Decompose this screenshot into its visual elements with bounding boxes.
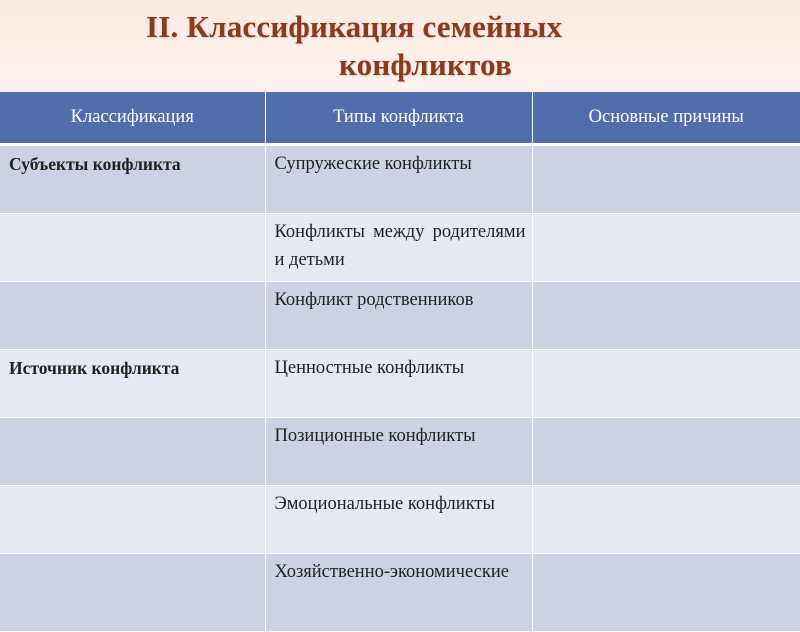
table-row — [0, 554, 800, 632]
cell-conflict-type: Конфликт родственников — [265, 282, 532, 350]
cell-causes — [532, 214, 800, 282]
cell-causes — [532, 282, 800, 350]
header-classification: Классификация — [0, 92, 265, 145]
cell-classification — [0, 282, 265, 350]
table-row — [0, 214, 800, 282]
cell-conflict-type: Супружеские конфликты — [265, 145, 532, 214]
table-row — [0, 418, 800, 486]
cell-conflict-type: Позиционные конфликты — [265, 418, 532, 486]
header-conflict-types: Типы конфликта — [265, 92, 532, 145]
cell-causes — [532, 145, 800, 214]
cell-causes — [532, 554, 800, 632]
table-row — [0, 486, 800, 554]
cell-conflict-type: Хозяйственно-экономические — [265, 554, 532, 632]
cell-causes — [532, 350, 800, 418]
cell-conflict-type: Конфликты между родителями и детьми — [265, 214, 532, 282]
cell-causes — [532, 486, 800, 554]
cell-classification — [0, 554, 265, 632]
slide-title-line-2: конфликтов — [339, 47, 512, 82]
cell-classification — [0, 418, 265, 486]
cell-causes — [532, 418, 800, 486]
cell-classification — [0, 486, 265, 554]
slide-title-line-1: II. Классификация семейных — [146, 9, 563, 44]
table-row — [0, 350, 800, 418]
cell-conflict-type: Эмоциональные конфликты — [265, 486, 532, 554]
header-main-causes: Основные причины — [532, 92, 800, 145]
table-row — [0, 282, 800, 350]
cell-conflict-type: Ценностные конфликты — [265, 350, 532, 418]
cell-classification — [0, 214, 265, 282]
table-row — [0, 145, 800, 214]
classification-table — [0, 92, 800, 632]
table-header-row — [0, 92, 800, 145]
cell-classification: Субъекты конфликта — [0, 145, 265, 214]
cell-classification: Источник конфликта — [0, 350, 265, 418]
title-area — [0, 0, 800, 88]
